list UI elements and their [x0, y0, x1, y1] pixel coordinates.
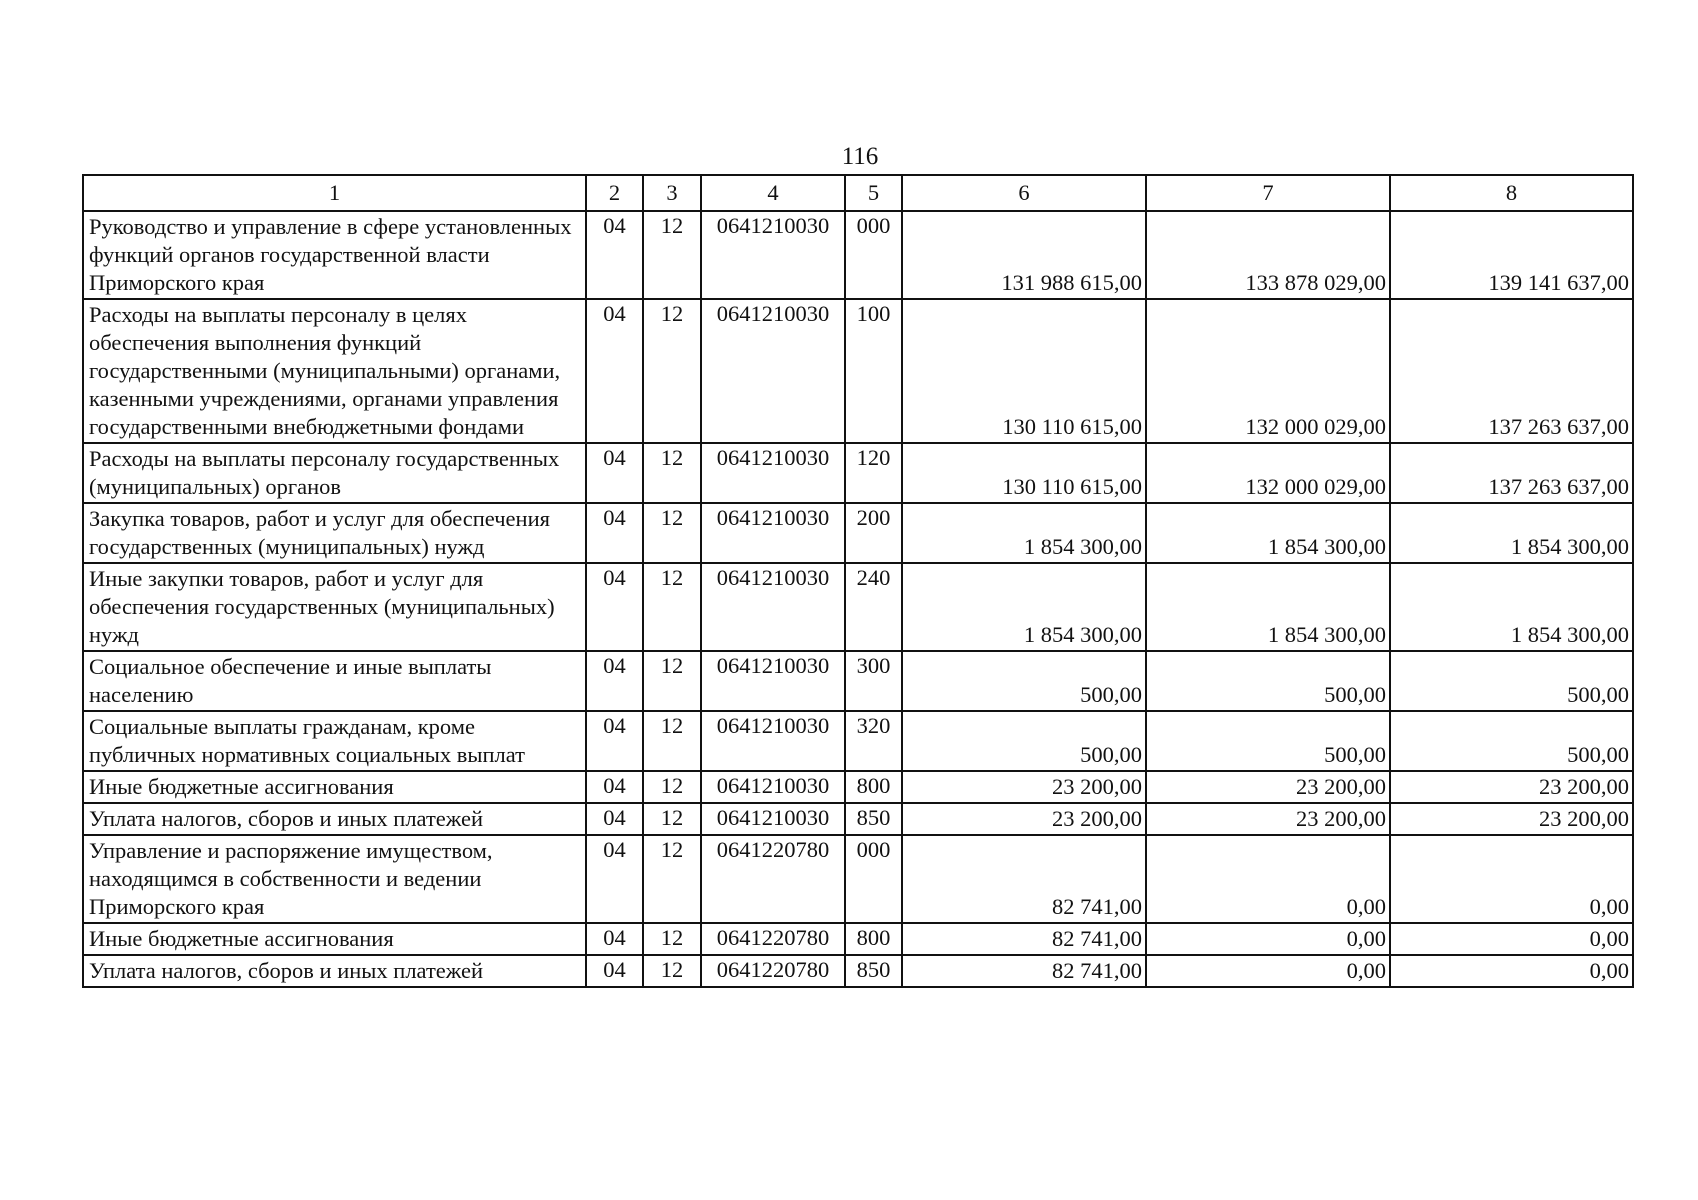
target-code: 0641210030: [701, 299, 845, 443]
subsection-code: 12: [643, 563, 701, 651]
amount-year-3: 137 263 637,00: [1390, 299, 1633, 443]
amount-year-2: 132 000 029,00: [1146, 443, 1390, 503]
amount-year-1: 1 854 300,00: [902, 563, 1146, 651]
table-body: [83, 211, 1633, 987]
amount-year-1: 130 110 615,00: [902, 443, 1146, 503]
amount-year-1: 82 741,00: [902, 955, 1146, 987]
amount-year-2: 23 200,00: [1146, 803, 1390, 835]
expense-name: Иные бюджетные ассигнования: [83, 771, 586, 803]
column-header: 6: [902, 175, 1146, 211]
expense-type-code: 320: [845, 711, 902, 771]
target-code: 0641210030: [701, 711, 845, 771]
amount-year-2: 0,00: [1146, 835, 1390, 923]
amount-year-1: 131 988 615,00: [902, 211, 1146, 299]
target-code: 0641220780: [701, 923, 845, 955]
target-code: 0641210030: [701, 443, 845, 503]
expense-name: Социальные выплаты гражданам, кроме публичных нормативных социальных выплат: [83, 711, 586, 771]
expense-type-code: 800: [845, 771, 902, 803]
expense-type-code: 120: [845, 443, 902, 503]
expense-type-code: 800: [845, 923, 902, 955]
subsection-code: 12: [643, 503, 701, 563]
expense-name: Расходы на выплаты персоналу в целях обеспечения выполнения функций государственными (муниципальными) органами, казенными учреждениями, органами управления государственными внебюджетными фондами: [83, 299, 586, 443]
amount-year-1: 23 200,00: [902, 803, 1146, 835]
section-code: 04: [586, 835, 643, 923]
amount-year-2: 1 854 300,00: [1146, 503, 1390, 563]
target-code: 0641210030: [701, 563, 845, 651]
column-header: 8: [1390, 175, 1633, 211]
expense-name: Расходы на выплаты персоналу государственных (муниципальных) органов: [83, 443, 586, 503]
amount-year-3: 23 200,00: [1390, 771, 1633, 803]
amount-year-3: 23 200,00: [1390, 803, 1633, 835]
expense-name: Закупка товаров, работ и услуг для обеспечения государственных (муниципальных) нужд: [83, 503, 586, 563]
section-code: 04: [586, 771, 643, 803]
target-code: 0641210030: [701, 211, 845, 299]
table-row: [83, 835, 1633, 923]
subsection-code: 12: [643, 771, 701, 803]
amount-year-2: 500,00: [1146, 711, 1390, 771]
section-code: 04: [586, 211, 643, 299]
section-code: 04: [586, 443, 643, 503]
section-code: 04: [586, 503, 643, 563]
expense-type-code: 300: [845, 651, 902, 711]
expense-name: Руководство и управление в сфере установленных функций органов государственной власти Приморского края: [83, 211, 586, 299]
table-row: [83, 563, 1633, 651]
target-code: 0641220780: [701, 955, 845, 987]
target-code: 0641210030: [701, 803, 845, 835]
subsection-code: 12: [643, 711, 701, 771]
amount-year-1: 500,00: [902, 711, 1146, 771]
target-code: 0641210030: [701, 651, 845, 711]
amount-year-3: 137 263 637,00: [1390, 443, 1633, 503]
amount-year-2: 132 000 029,00: [1146, 299, 1390, 443]
column-header: 5: [845, 175, 902, 211]
table-row: [83, 923, 1633, 955]
expense-name: Иные закупки товаров, работ и услуг для обеспечения государственных (муниципальных) нужд: [83, 563, 586, 651]
target-code: 0641220780: [701, 835, 845, 923]
amount-year-2: 23 200,00: [1146, 771, 1390, 803]
column-header: 4: [701, 175, 845, 211]
expense-type-code: 240: [845, 563, 902, 651]
table-row: [83, 803, 1633, 835]
amount-year-2: 133 878 029,00: [1146, 211, 1390, 299]
amount-year-1: 23 200,00: [902, 771, 1146, 803]
table-row: [83, 211, 1633, 299]
subsection-code: 12: [643, 835, 701, 923]
budget-table: [82, 174, 1634, 988]
expense-type-code: 200: [845, 503, 902, 563]
table-row: [83, 299, 1633, 443]
subsection-code: 12: [643, 443, 701, 503]
section-code: 04: [586, 563, 643, 651]
subsection-code: 12: [643, 211, 701, 299]
target-code: 0641210030: [701, 503, 845, 563]
table-row: [83, 955, 1633, 987]
section-code: 04: [586, 923, 643, 955]
expense-name: Уплата налогов, сборов и иных платежей: [83, 803, 586, 835]
amount-year-3: 139 141 637,00: [1390, 211, 1633, 299]
amount-year-1: 82 741,00: [902, 923, 1146, 955]
amount-year-2: 0,00: [1146, 923, 1390, 955]
table-row: [83, 503, 1633, 563]
column-header: 2: [586, 175, 643, 211]
expense-name: Управление и распоряжение имуществом, находящимся в собственности и ведении Приморского края: [83, 835, 586, 923]
amount-year-2: 500,00: [1146, 651, 1390, 711]
amount-year-1: 130 110 615,00: [902, 299, 1146, 443]
table-row: [83, 771, 1633, 803]
amount-year-1: 1 854 300,00: [902, 503, 1146, 563]
amount-year-3: 1 854 300,00: [1390, 503, 1633, 563]
subsection-code: 12: [643, 299, 701, 443]
amount-year-3: 0,00: [1390, 923, 1633, 955]
expense-type-code: 100: [845, 299, 902, 443]
amount-year-2: 1 854 300,00: [1146, 563, 1390, 651]
amount-year-3: 500,00: [1390, 711, 1633, 771]
expense-name: Социальное обеспечение и иные выплаты населению: [83, 651, 586, 711]
table-row: [83, 651, 1633, 711]
expense-name: Уплата налогов, сборов и иных платежей: [83, 955, 586, 987]
section-code: 04: [586, 711, 643, 771]
subsection-code: 12: [643, 803, 701, 835]
amount-year-2: 0,00: [1146, 955, 1390, 987]
subsection-code: 12: [643, 955, 701, 987]
amount-year-1: 82 741,00: [902, 835, 1146, 923]
amount-year-1: 500,00: [902, 651, 1146, 711]
expense-type-code: 000: [845, 211, 902, 299]
subsection-code: 12: [643, 651, 701, 711]
section-code: 04: [586, 955, 643, 987]
amount-year-3: 0,00: [1390, 835, 1633, 923]
amount-year-3: 500,00: [1390, 651, 1633, 711]
table-row: [83, 443, 1633, 503]
target-code: 0641210030: [701, 771, 845, 803]
page-number: 116: [841, 143, 879, 170]
subsection-code: 12: [643, 923, 701, 955]
column-header: 7: [1146, 175, 1390, 211]
column-header: 1: [83, 175, 586, 211]
column-header: 3: [643, 175, 701, 211]
section-code: 04: [586, 299, 643, 443]
table-header-row: [83, 175, 1633, 211]
section-code: 04: [586, 803, 643, 835]
section-code: 04: [586, 651, 643, 711]
expense-type-code: 850: [845, 803, 902, 835]
expense-type-code: 000: [845, 835, 902, 923]
table-row: [83, 711, 1633, 771]
amount-year-3: 1 854 300,00: [1390, 563, 1633, 651]
amount-year-3: 0,00: [1390, 955, 1633, 987]
expense-name: Иные бюджетные ассигнования: [83, 923, 586, 955]
expense-type-code: 850: [845, 955, 902, 987]
